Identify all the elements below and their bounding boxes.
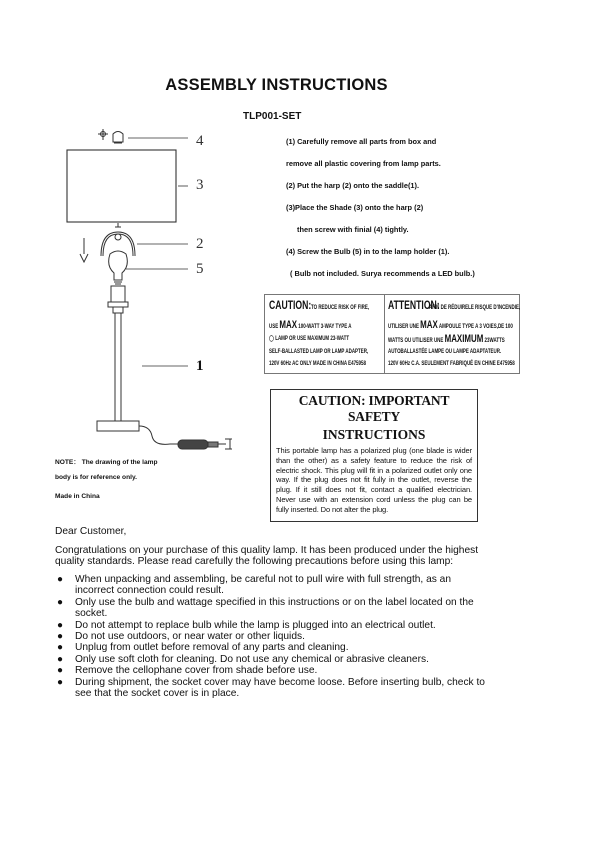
down-arrow-icon [80,238,88,262]
made-in-china: Made in China [55,493,100,500]
step-line: (3)Place the Shade (3) onto the harp (2) [286,203,424,212]
bullet-icon: ● [57,619,64,631]
caution-fr-line: UTILISER UNE MAX AMPOULE TYPE A 3 VOIES,DE 100 [388,319,513,331]
shade-icon [67,150,176,222]
caution-en-line: ◯ LAMP OR USE MAXIMUM 23-WATT [269,335,350,342]
document-title: ASSEMBLY INSTRUCTIONS [165,76,388,94]
list-item: ● When unpacking and assembling, be careful not to pull wire with full strength, as an incorrect connection could result. [57,574,452,597]
step-line: then screw with finial (4) tightly. [297,225,409,234]
callout-shade: 3 [196,177,204,193]
lamp-diagram [60,126,280,456]
bullet-icon: ● [57,574,64,585]
bulb-icon [109,251,128,284]
greeting: Dear Customer, [55,526,127,537]
caution-en-line: USE MAX 100-WATT 3-WAY TYPE A [269,319,352,331]
caution-en-line: 120V 60Hz AC ONLY MADE IN CHINA E475958 [269,360,366,367]
callout-lamp: 1 [196,358,204,374]
model-number: TLP001-SET [243,111,302,122]
step-line: (2) Put the harp (2) onto the saddle(1). [286,181,420,190]
caution-fr-line: AUTOBALLASTÉE LAMPE OU LAMPE ADAPTATEUR. [388,348,502,355]
safety-title: CAUTION: IMPORTANT SAFETY [298,393,450,424]
harp-icon [101,232,135,256]
bullet-icon: ● [57,642,64,654]
bullet-icon: ● [57,665,64,677]
caution-heading-en: CAUTION: [269,298,312,312]
finial-icon [98,129,123,143]
step-line: (4) Screw the Bulb (5) in to the lamp holder (1). [286,247,450,256]
intro-paragraph: Congratulations on your purchase of this quality lamp. It has been produced under the highest quality standards. Please read carefully the following precautions before using this lamp: [55,545,479,568]
caution-en-line: TO REDUCE RISK OF FIRE, [311,304,370,311]
caution-label-en [264,294,385,374]
caution-fr-line: WATTS OU UTILISER UNE MAXIMUM 23WATTS [388,333,505,345]
step-line: (1) Carefully remove all parts from box and [286,137,437,146]
list-item: ● Do not use outdoors, or near water or other liquids. [57,631,305,643]
list-item: ● During shipment, the socket cover may have become loose. Before inserting bulb, check to see that the socket cover is in place. [57,676,485,700]
bullet-icon: ● [57,653,64,665]
list-item: ● Do not attempt to replace bulb while the lamp is plugged into an electrical outlet. [57,619,436,631]
caution-label-fr [385,294,520,374]
note-line: body is for reference only. [55,474,137,481]
caution-heading-fr: ATTENTION: [388,298,440,312]
step-line: ( Bulb not included. Surya recommends a LED bulb.) [290,269,475,278]
list-item: ● Only use the bulb and wattage specified in this instructions or on the label located on the socket. [57,596,474,620]
precautions-list [55,574,485,699]
safety-subtitle: INSTRUCTIONS [322,427,426,442]
list-item: ● Unplug from outlet before removal of any parts and cleaning. [57,642,349,654]
lightbulb-icon: ◯ [269,335,274,342]
note-line: NOTE： The drawing of the lamp [55,459,158,466]
bullet-icon: ● [57,596,64,608]
caution-fr-line: AFIN DE RÉDUIRELE RISQUE D'INCENDIE, [429,304,521,311]
safety-instructions-box [270,389,478,522]
step-line: remove all plastic covering from lamp parts. [286,159,441,168]
bullet-icon: ● [57,631,64,643]
list-item: ● Remove the cellophane cover from shade before use. [57,665,318,677]
list-item: ● Only use soft cloth for cleaning. Do not use any chemical or abrasive cleaners. [57,653,429,665]
callout-finial: 4 [196,133,204,149]
lamp-base-icon [97,421,139,431]
caution-en-line: SELF-BALLASTED LAMP OR LAMP ADAPTER, [269,348,369,355]
callout-harp: 2 [196,236,204,252]
caution-fr-line: 120V 60Hz C.A. SEULEMENT FABRIQUÉ EN CHINE E475958 [388,360,515,367]
safety-body: This portable lamp has a polarized plug (one blade is wider than the other) as a safety feature to reduce the risk of electric shock. This plug will fit in a polarized outlet only one way. If the plug does not fit fully in the outlet, reverse the plug. If it still does not fit, contact a qualified electrician. Never use with an extension cord unless the plug can be fully inserted. Do not alter the plug. [276,446,472,514]
callout-bulb: 5 [196,261,204,277]
lamp-body-icon [115,313,121,421]
bullet-icon: ● [57,676,64,688]
